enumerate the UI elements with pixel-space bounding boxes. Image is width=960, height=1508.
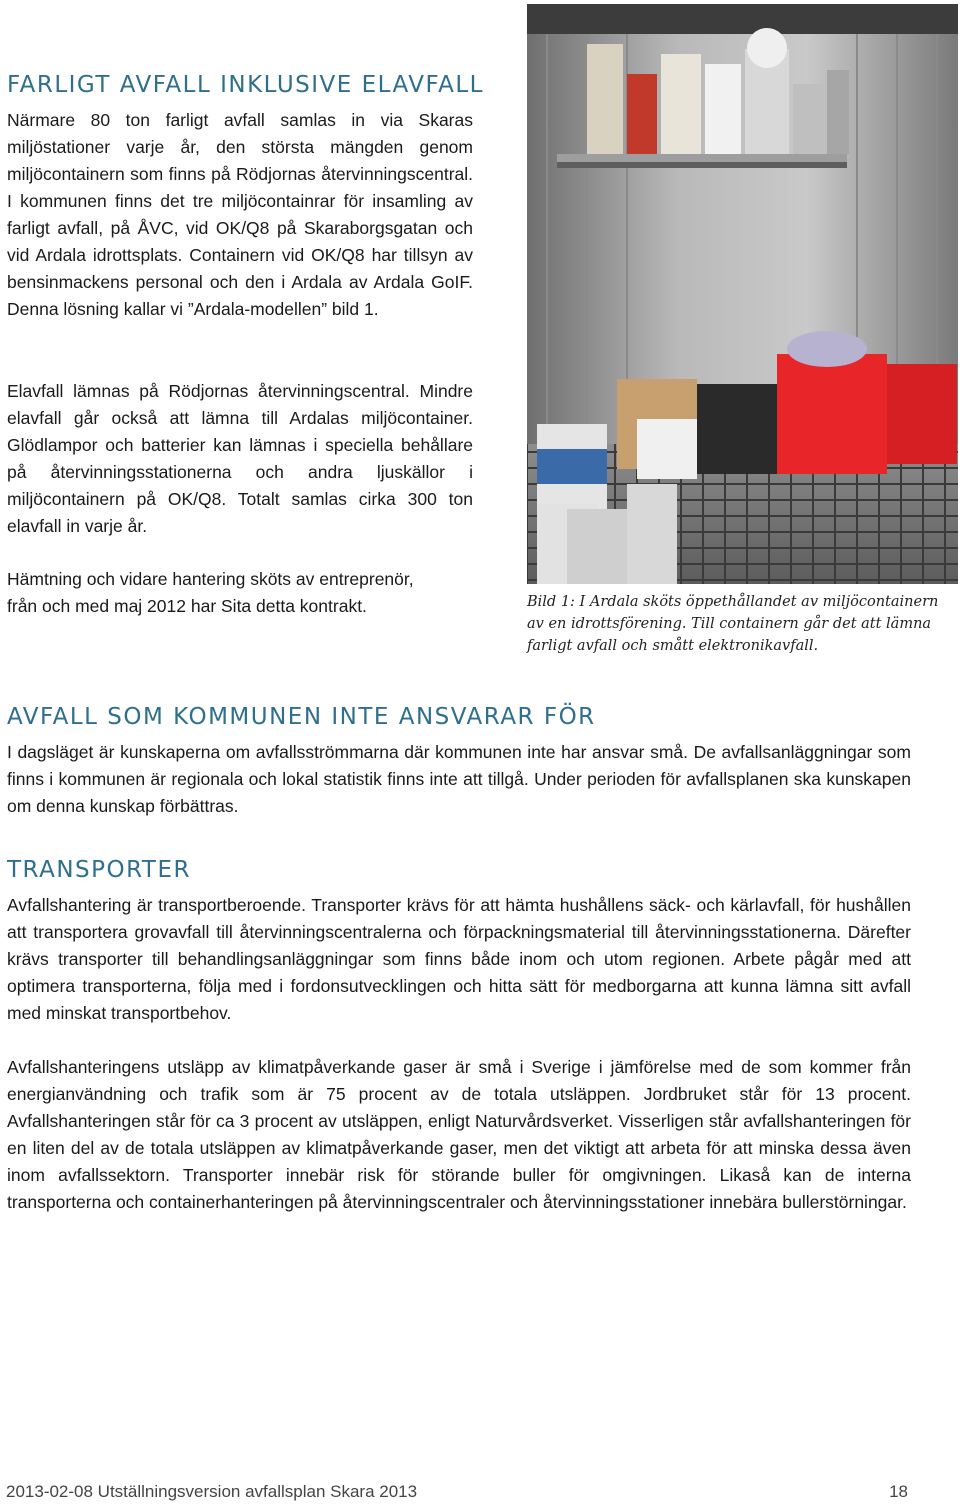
- paragraph-transporter-2: Avfallshanteringens utsläpp av klimatpåverkande gaser är små i Sverige i jämförelse med de som kommer från energianvändning och trafik som är 75 procent av de totala utsläppen. Jordbruket står för 13 procent. Avfallshanteringen står för ca 3 procent av utsläppen, enligt Naturvårdsverket. Visserligen står avfallshanteringen för en liten del av de totala utsläppen av klimatpåverkande gaser, men det viktigt att arbeta för att minska dessa även inom avfallssektorn. Transporter innebär risk för störande buller för omgivningen. Likaså kan de interna transporterna och containerhanteringen på återvinningscentraler och återvinningsstationer innebära bullerstörningar.: [7, 1057, 911, 1212]
- footer-text: 2013-02-08 Utställningsversion avfallsplan Skara 2013: [6, 1482, 418, 1501]
- paragraph-elavfall: Elavfall lämnas på Rödjornas återvinningscentral. Mindre elavfall går också att lämna till Ardalas miljöcontainer. Glödlampor och batterier kan lämnas i speciella behållare på återvinningsstationerna och andra ljuskällor i miljöcontainern på OK/Q8. Totalt samlas cirka 300 ton elavfall in varje år.: [7, 381, 473, 536]
- section-heading-farligt-avfall: FARLIGT AVFALL INKLUSIVE ELAVFALL: [7, 72, 484, 98]
- paragraph-transporter-1: Avfallshantering är transportberoende. Transporter krävs för att hämta hushållens säck- och kärlavfall, för hushållen att transportera grovavfall till återvinningscentralerna och förpackningsmaterial till återvinningsstationerna. Därefter krävs transporter till behandlingsanläggningar som finns både inom och utom regionen. Arbete pågår med att optimera transporterna, följa med i fordonsutvecklingen och hitta sätt för medborgarna att kunna lämna sitt avfall med minskat transportbehov.: [7, 895, 911, 1023]
- paragraph-hamtning: [7, 566, 487, 620]
- paragraph-hamtning-line1: Hämtning och vidare hantering sköts av entreprenör,: [7, 569, 414, 589]
- photo-miljocontainer: [527, 4, 958, 584]
- section-heading-transporter: TRANSPORTER: [7, 857, 191, 883]
- paragraph-avfall-som-kommunen: I dagsläget är kunskaperna om avfallsströmmarna där kommunen inte har ansvar små. De avfallsanläggningar som finns i kommunen är regionala och lokal statistik finns inte att tillgå. Under perioden för avfallsplanen ska kunskapen om denna kunskap förbättras.: [7, 742, 911, 816]
- paragraph-hamtning-line2: från och med maj 2012 har Sita detta kontrakt.: [7, 596, 367, 616]
- paragraph-farligt-avfall: Närmare 80 ton farligt avfall samlas in via Skaras miljöstationer varje år, den största mängden genom miljöcontainern som finns på Rödjornas återvinningscentral. I kommunen finns det tre miljöcontainrar för insamling av farligt avfall, på ÅVC, vid OK/Q8 på Skaraborgsgatan och vid Ardala idrottsplats. Containern vid OK/Q8 har tillsyn av bensinmackens personal och den i Ardala av Ardala GoIF. Denna lösning kallar vi ”Ardala-modellen” bild 1.: [7, 110, 473, 319]
- figure-caption: Bild 1: I Ardala sköts öppethållandet av miljöcontainern av en idrottsförening. Till containern går det att lämna farligt avfall och smått elektronikavfall.: [527, 594, 939, 654]
- page-number: 18: [889, 1482, 908, 1501]
- section-heading-avfall-som-kommunen: AVFALL SOM KOMMUNEN INTE ANSVARAR FÖR: [7, 704, 596, 730]
